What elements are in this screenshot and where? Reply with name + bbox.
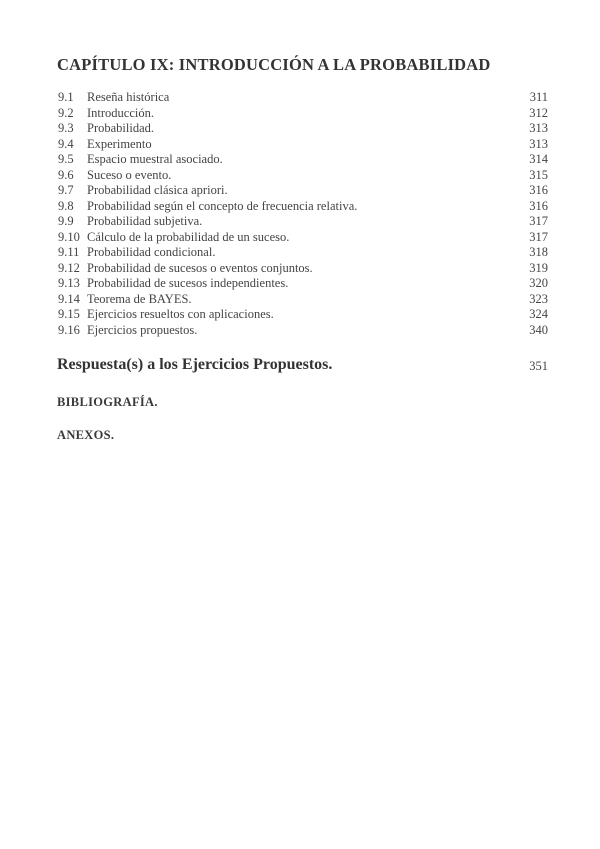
section-page: 311 [529, 90, 548, 104]
section-title: Teorema de BAYES. [87, 291, 192, 306]
section-number: 9.16 [58, 322, 80, 337]
section-title: Cálculo de la probabilidad de un suceso. [87, 229, 290, 244]
section-page: 313 [529, 121, 548, 135]
answers-entry [57, 356, 548, 378]
toc-entry [58, 292, 548, 308]
section-page: 340 [529, 322, 548, 337]
section-title: Probabilidad condicional. [87, 245, 216, 259]
section-number: 9.6 [58, 167, 74, 182]
section-title: Espacio muestral asociado. [87, 152, 223, 166]
section-title: Probabilidad subjetiva. [87, 214, 203, 228]
toc-entry [58, 323, 548, 339]
toc-entry [58, 90, 548, 106]
section-number: 9.1 [58, 90, 74, 104]
answers-title: Respuesta(s) a los Ejercicios Propuestos. [57, 356, 333, 373]
toc-entry [58, 245, 548, 261]
toc-entry [58, 137, 548, 153]
bibliography-heading: BIBLIOGRAFÍA. [57, 395, 158, 409]
toc-entry [58, 276, 548, 292]
toc-entry [58, 168, 548, 184]
section-title: Probabilidad clásica apriori. [87, 183, 228, 197]
section-page: 320 [529, 276, 548, 290]
section-page: 314 [529, 152, 548, 166]
section-page: 315 [529, 167, 548, 182]
chapter-title: CAPÍTULO IX: INTRODUCCIÓN A LA PROBABILIDAD [57, 55, 491, 74]
annexes-heading: ANEXOS. [57, 428, 115, 442]
section-number: 9.13 [58, 276, 80, 290]
section-title: Ejercicios propuestos. [87, 322, 198, 337]
section-page: 317 [529, 214, 548, 228]
section-title: Introducción. [87, 105, 154, 120]
section-title: Reseña histórica [87, 90, 170, 104]
section-title: Suceso o evento. [87, 167, 172, 182]
section-page: 317 [529, 229, 548, 244]
section-number: 9.5 [58, 152, 74, 166]
section-title: Probabilidad según el concepto de frecuencia relativa. [87, 198, 358, 213]
section-title: Probabilidad de sucesos independientes. [87, 276, 289, 290]
section-page: 324 [529, 307, 548, 321]
toc-entry [58, 152, 548, 168]
section-page: 312 [529, 105, 548, 120]
section-title: Probabilidad de sucesos o eventos conjuntos. [87, 260, 313, 275]
section-title: Experimento [87, 136, 152, 151]
section-page: 318 [529, 245, 548, 259]
toc-list [58, 90, 548, 338]
section-number: 9.12 [58, 260, 80, 275]
section-number: 9.3 [58, 121, 74, 135]
toc-entry [58, 230, 548, 246]
section-number: 9.9 [58, 214, 74, 228]
toc-entry [58, 307, 548, 323]
toc-entry [58, 106, 548, 122]
section-number: 9.11 [58, 245, 80, 259]
section-page: 313 [529, 136, 548, 151]
toc-entry [58, 183, 548, 199]
section-title: Probabilidad. [87, 121, 155, 135]
section-number: 9.15 [58, 307, 80, 321]
toc-entry [58, 214, 548, 230]
section-title: Ejercicios resueltos con aplicaciones. [87, 307, 274, 321]
answers-page: 351 [529, 359, 548, 373]
toc-entry [58, 261, 548, 277]
section-number: 9.10 [58, 229, 80, 244]
section-number: 9.14 [58, 291, 80, 306]
section-page: 319 [529, 260, 548, 275]
section-number: 9.2 [58, 105, 74, 120]
section-page: 316 [529, 198, 548, 213]
toc-entry [58, 121, 548, 137]
section-number: 9.7 [58, 183, 74, 197]
section-page: 316 [529, 183, 548, 197]
section-number: 9.8 [58, 198, 74, 213]
section-number: 9.4 [58, 136, 74, 151]
section-page: 323 [529, 291, 548, 306]
toc-entry [58, 199, 548, 215]
